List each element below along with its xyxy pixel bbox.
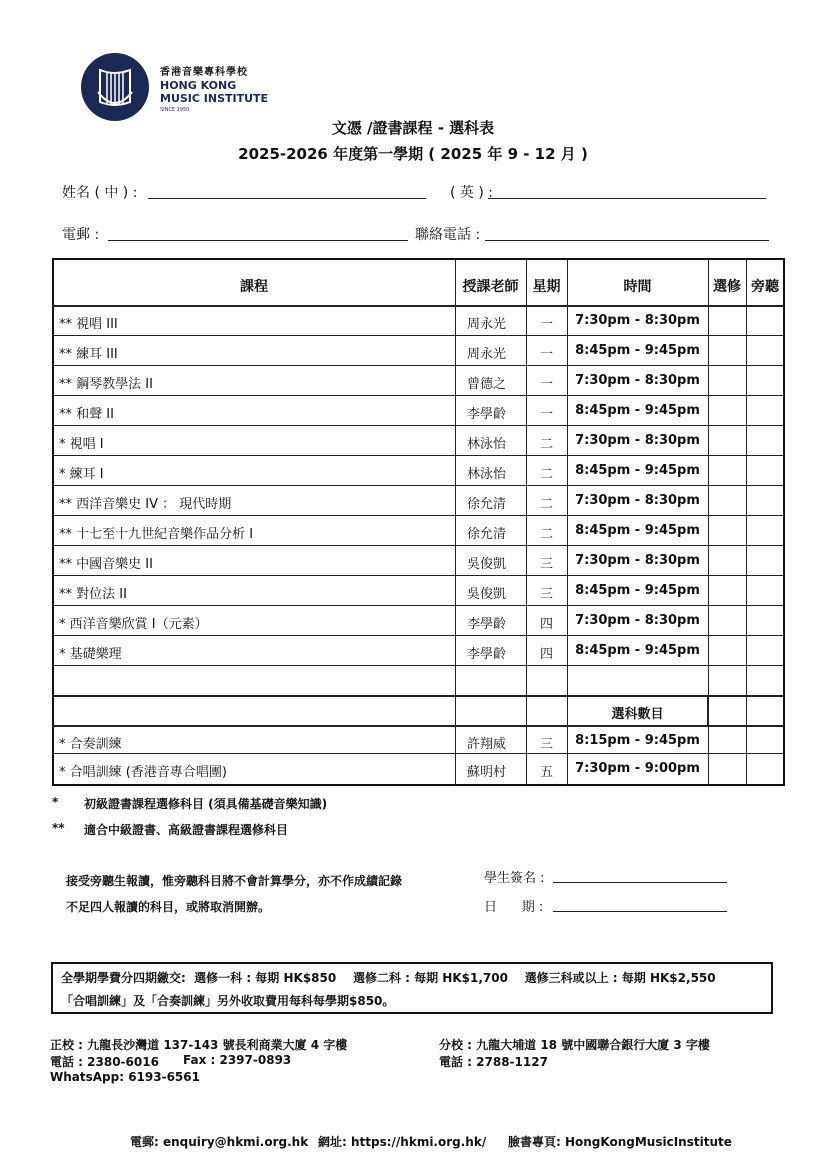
course-day: 三 xyxy=(539,587,553,602)
course-name: ** 視唱 III xyxy=(59,317,118,332)
course-teacher: 周永光 xyxy=(467,347,507,362)
table-row-divider xyxy=(53,365,784,366)
course-name: ** 鋼琴教學法 II xyxy=(59,377,153,392)
course-teacher: 許翔威 xyxy=(467,737,507,752)
audit-checkbox[interactable] xyxy=(748,487,782,513)
school-logo-emblem xyxy=(80,52,150,122)
header-course: 課程 xyxy=(240,279,268,295)
fee-box xyxy=(51,962,773,1014)
col-divider-audit xyxy=(746,259,747,785)
name-zh-field[interactable] xyxy=(148,198,426,199)
elective-checkbox[interactable] xyxy=(710,457,744,483)
header-day: 星期 xyxy=(532,279,561,295)
table-row-divider xyxy=(53,753,784,754)
header-elective: 選修 xyxy=(713,279,741,295)
branch-campus-phone: 電話 : 2788-1127 xyxy=(439,1055,548,1069)
table-row-divider xyxy=(53,515,784,516)
course-count-label: 選科數目 xyxy=(611,707,664,722)
table-row-divider xyxy=(53,725,784,727)
course-day: 一 xyxy=(539,347,553,362)
phone-field[interactable] xyxy=(485,240,769,241)
course-teacher: 徐允清 xyxy=(467,527,507,542)
course-day: 四 xyxy=(539,647,553,662)
school-name-en xyxy=(160,79,268,105)
school-name-en-line2: MUSIC INSTITUTE xyxy=(160,92,269,105)
audit-checkbox[interactable] xyxy=(748,307,782,333)
course-teacher: 蘇明村 xyxy=(467,765,507,780)
elective-checkbox[interactable] xyxy=(710,307,744,333)
course-day: 一 xyxy=(539,317,553,332)
audit-checkbox[interactable] xyxy=(748,637,782,663)
main-campus-phone: 電話 : 2380-6016 xyxy=(50,1055,159,1069)
contact-website[interactable]: 網址: https://hkmi.org.hk/ xyxy=(318,1135,487,1149)
course-name: * 合唱訓練 (香港音專合唱團) xyxy=(59,765,227,780)
table-row-divider xyxy=(53,575,784,576)
course-name: ** 西洋音樂史 IV ： 現代時期 xyxy=(59,497,232,512)
audit-checkbox[interactable] xyxy=(748,607,782,633)
fee-line-2: 「合唱訓練」及「合奏訓練」另外收取費用每科每學期$850。 xyxy=(61,994,395,1008)
course-day: 三 xyxy=(539,557,553,572)
table-row-divider xyxy=(53,635,784,636)
audit-checkbox[interactable] xyxy=(748,727,782,751)
course-name: * 合奏訓練 xyxy=(59,737,122,752)
course-time: 7:30pm - 8:30pm xyxy=(575,613,700,628)
branch-campus-address: 分校 : 九龍大埔道 18 號中國聯合銀行大廈 3 字樓 xyxy=(439,1038,710,1052)
signature-label: 學生簽名 : xyxy=(484,871,545,886)
contact-facebook[interactable]: 臉書專頁: HongKongMusicInstitute xyxy=(508,1135,732,1149)
course-teacher: 李學齡 xyxy=(467,647,507,662)
course-time: 7:30pm - 8:30pm xyxy=(575,493,700,508)
course-time: 7:30pm - 8:30pm xyxy=(575,313,700,328)
audit-checkbox[interactable] xyxy=(748,337,782,363)
policy-line-2: 不足四人報讀的科目，或將取消開辦。 xyxy=(66,900,271,914)
table-row-divider xyxy=(53,425,784,426)
name-en-label: ( 英 ) : xyxy=(450,185,493,201)
course-day: 一 xyxy=(539,407,553,422)
course-day: 一 xyxy=(539,377,553,392)
elective-checkbox[interactable] xyxy=(710,487,744,513)
course-teacher: 周永光 xyxy=(467,317,507,332)
school-name-zh: 香港音樂專科學校 xyxy=(160,67,248,78)
audit-checkbox[interactable] xyxy=(748,547,782,573)
table-row-divider xyxy=(53,665,784,666)
course-teacher: 李學齡 xyxy=(467,407,507,422)
elective-checkbox[interactable] xyxy=(710,547,744,573)
course-teacher: 曾德之 xyxy=(467,377,507,392)
contact-email[interactable]: 電郵: enquiry@hkmi.org.hk xyxy=(130,1135,309,1149)
course-time: 8:45pm - 9:45pm xyxy=(575,403,700,418)
policy-line-1: 接受旁聽生報讀，惟旁聽科目將不會計算學分，亦不作成績記錄 xyxy=(66,874,403,888)
course-name: * 基礎樂理 xyxy=(59,647,122,662)
form-title: 文憑 /證書課程 - 選科表 xyxy=(331,119,495,137)
audit-checkbox[interactable] xyxy=(748,457,782,483)
course-name: ** 中國音樂史 II xyxy=(59,557,153,572)
course-time: 8:45pm - 9:45pm xyxy=(575,343,700,358)
audit-checkbox[interactable] xyxy=(748,517,782,543)
course-time: 8:45pm - 9:45pm xyxy=(575,523,700,538)
school-name-en-line1: HONG KONG xyxy=(160,79,237,92)
email-label: 電郵 : xyxy=(62,227,100,243)
school-since: SINCE 1950 xyxy=(160,107,190,113)
header-audit: 旁聽 xyxy=(751,279,779,295)
header-teacher: 授課老師 xyxy=(462,279,519,295)
course-time: 7:30pm - 8:30pm xyxy=(575,553,700,568)
header-divider xyxy=(53,305,784,307)
course-time: 8:15pm - 9:45pm xyxy=(575,733,700,748)
signature-field[interactable] xyxy=(553,882,727,883)
audit-checkbox[interactable] xyxy=(748,755,782,779)
note-1-text: 初級證書課程選修科目 (須具備基礎音樂知識) xyxy=(84,797,328,811)
course-day: 二 xyxy=(539,467,553,482)
course-time: 8:45pm - 9:45pm xyxy=(575,583,700,598)
table-row-divider xyxy=(53,455,784,456)
header-time: 時間 xyxy=(623,279,652,295)
course-name: ** 對位法 II xyxy=(59,587,127,602)
elective-checkbox[interactable] xyxy=(710,577,744,603)
col-divider-elective xyxy=(708,259,709,785)
course-time: 8:45pm - 9:45pm xyxy=(575,643,700,658)
main-campus-address: 正校 : 九龍長沙灣道 137-143 號長利商業大廈 4 字樓 xyxy=(50,1038,348,1052)
course-day: 三 xyxy=(539,737,553,752)
elective-checkbox[interactable] xyxy=(710,427,744,453)
count-box-edge xyxy=(707,695,708,725)
course-teacher: 徐允清 xyxy=(467,497,507,512)
course-time: 7:30pm - 8:30pm xyxy=(575,373,700,388)
col-divider-time xyxy=(567,259,568,785)
course-teacher: 李學齡 xyxy=(467,617,507,632)
audit-checkbox[interactable] xyxy=(748,397,782,423)
course-name: * 視唱 I xyxy=(59,437,104,452)
table-row-divider xyxy=(53,605,784,606)
course-day: 二 xyxy=(539,437,553,452)
phone-label: 聯絡電話 : xyxy=(415,227,481,243)
elective-checkbox[interactable] xyxy=(710,607,744,633)
email-field[interactable] xyxy=(108,240,408,241)
note-1-mark: * xyxy=(52,795,59,809)
term-title: 2025-2026 年度第一學期 ( 2025 年 9 - 12 月 ) xyxy=(238,145,588,163)
audit-checkbox[interactable] xyxy=(748,427,782,453)
elective-checkbox[interactable] xyxy=(710,517,744,543)
whatsapp-number: WhatsApp: 6193-6561 xyxy=(50,1070,200,1084)
col-divider-teacher xyxy=(455,259,456,785)
course-teacher: 吳俊凱 xyxy=(467,587,507,602)
course-count-total[interactable] xyxy=(710,697,744,723)
date-label: 日 期 : xyxy=(484,900,544,915)
elective-checkbox[interactable] xyxy=(710,727,744,751)
course-name: ** 練耳 III xyxy=(59,347,118,362)
course-day: 五 xyxy=(539,765,553,780)
course-name: ** 和聲 II xyxy=(59,407,114,422)
table-row-divider xyxy=(53,695,784,697)
note-2-text: 適合中級證書、高級證書課程選修科目 xyxy=(84,823,289,837)
fee-line-1: 全學期學費分四期繳交: 選修一科 : 每期 HK$850 選修二科 : 每期 HK$1,700 選修三科或以上 : 每期 HK$2,550 xyxy=(61,971,716,985)
course-teacher: 林泳怡 xyxy=(467,467,507,482)
course-teacher: 吳俊凱 xyxy=(467,557,507,572)
elective-checkbox[interactable] xyxy=(710,755,744,779)
note-2-mark: ** xyxy=(52,821,65,835)
course-time: 7:30pm - 8:30pm xyxy=(575,433,700,448)
elective-checkbox[interactable] xyxy=(710,637,744,663)
date-field[interactable] xyxy=(553,911,727,912)
audit-checkbox[interactable] xyxy=(748,577,782,603)
table-row-divider xyxy=(53,485,784,486)
table-row-divider xyxy=(53,545,784,546)
course-time: 8:45pm - 9:45pm xyxy=(575,463,700,478)
course-teacher: 林泳怡 xyxy=(467,437,507,452)
course-name: * 練耳 I xyxy=(59,467,104,482)
course-name: * 西洋音樂欣賞 I（元素） xyxy=(59,617,208,632)
table-row-divider xyxy=(53,335,784,336)
elective-checkbox[interactable] xyxy=(710,337,744,363)
elective-checkbox[interactable] xyxy=(710,367,744,393)
table-row-divider xyxy=(53,395,784,396)
name-en-field[interactable] xyxy=(488,198,766,199)
elective-checkbox[interactable] xyxy=(710,397,744,423)
course-time: 7:30pm - 9:00pm xyxy=(575,761,700,776)
course-day: 二 xyxy=(539,497,553,512)
col-divider-day xyxy=(526,259,527,785)
name-zh-label: 姓名 ( 中 ) : xyxy=(62,185,138,201)
course-day: 二 xyxy=(539,527,553,542)
main-campus-fax: Fax : 2397-0893 xyxy=(183,1053,292,1067)
course-name: ** 十七至十九世紀音樂作品分析 I xyxy=(59,527,254,542)
course-day: 四 xyxy=(539,617,553,632)
audit-checkbox[interactable] xyxy=(748,367,782,393)
